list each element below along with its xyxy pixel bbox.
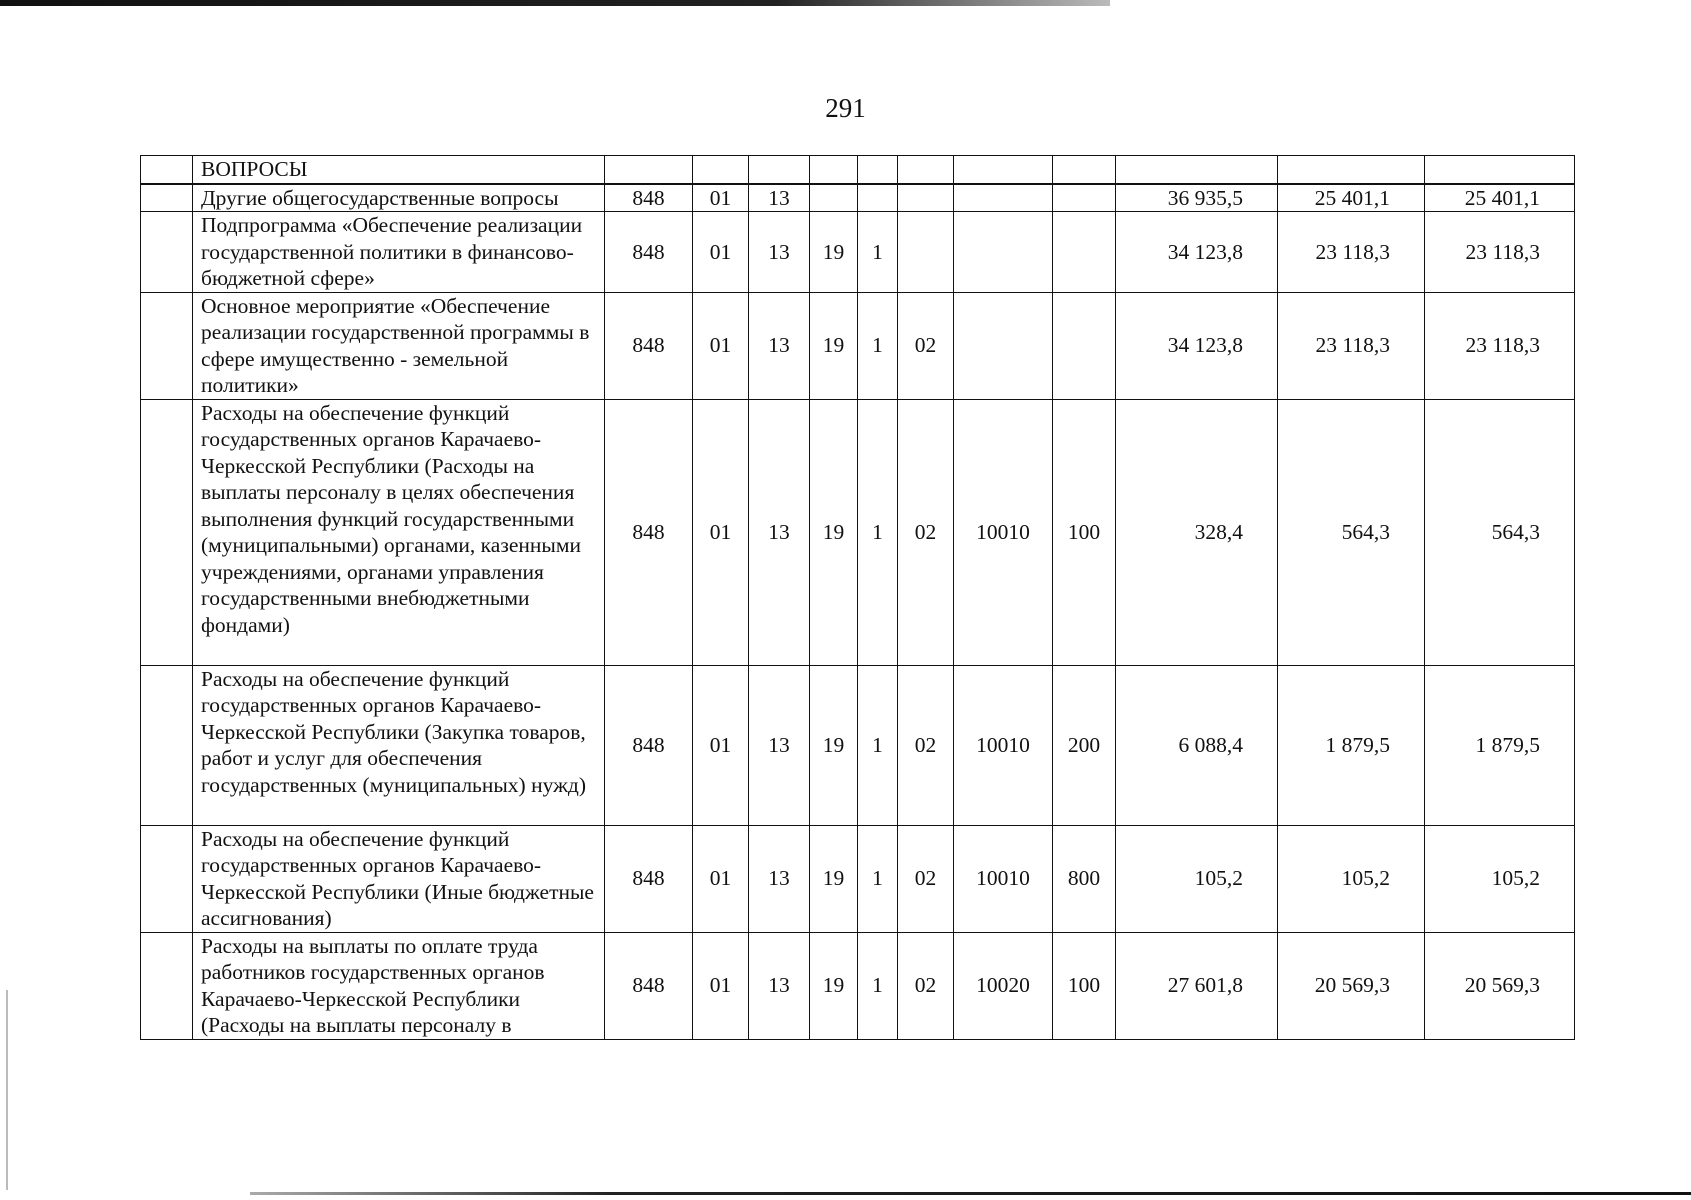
code-cell: 02 bbox=[898, 932, 954, 1039]
amount-cell: 564,3 bbox=[1278, 399, 1425, 665]
amount-cell: 23 118,3 bbox=[1425, 292, 1575, 399]
row-number-cell bbox=[141, 665, 193, 825]
code-cell: 848 bbox=[605, 932, 693, 1039]
item-name-cell: ВОПРОСЫ bbox=[193, 156, 605, 184]
amount-cell bbox=[1116, 156, 1278, 184]
item-name-cell: Другие общегосударственные вопросы bbox=[193, 184, 605, 212]
code-cell: 848 bbox=[605, 665, 693, 825]
item-name-cell: Основное мероприятие «Обеспечение реализации государственной программы в сфере имущественно - земельной политики» bbox=[193, 292, 605, 399]
table-row bbox=[141, 292, 1575, 399]
table-row bbox=[141, 212, 1575, 293]
amount-cell bbox=[1425, 156, 1575, 184]
code-cell: 1 bbox=[858, 825, 898, 932]
code-cell: 10010 bbox=[954, 399, 1053, 665]
table-row bbox=[141, 665, 1575, 825]
code-cell: 10010 bbox=[954, 665, 1053, 825]
code-cell: 19 bbox=[810, 825, 858, 932]
code-cell: 01 bbox=[693, 184, 749, 212]
code-cell: 02 bbox=[898, 825, 954, 932]
amount-cell: 564,3 bbox=[1425, 399, 1575, 665]
code-cell bbox=[810, 184, 858, 212]
code-cell: 848 bbox=[605, 399, 693, 665]
amount-cell: 23 118,3 bbox=[1278, 292, 1425, 399]
code-cell: 19 bbox=[810, 292, 858, 399]
row-number-cell bbox=[141, 184, 193, 212]
amount-cell: 20 569,3 bbox=[1278, 932, 1425, 1039]
code-cell: 1 bbox=[858, 665, 898, 825]
code-cell: 13 bbox=[749, 292, 810, 399]
scan-edge-top bbox=[0, 0, 1110, 6]
code-cell: 1 bbox=[858, 292, 898, 399]
code-cell: 13 bbox=[749, 184, 810, 212]
row-number-cell bbox=[141, 156, 193, 184]
code-cell: 848 bbox=[605, 292, 693, 399]
code-cell: 13 bbox=[749, 665, 810, 825]
code-cell: 01 bbox=[693, 399, 749, 665]
code-cell: 01 bbox=[693, 665, 749, 825]
code-cell: 10020 bbox=[954, 932, 1053, 1039]
code-cell: 848 bbox=[605, 184, 693, 212]
amount-cell: 20 569,3 bbox=[1425, 932, 1575, 1039]
code-cell: 10010 bbox=[954, 825, 1053, 932]
code-cell bbox=[954, 156, 1053, 184]
table-row bbox=[141, 184, 1575, 212]
item-name-cell: Подпрограмма «Обеспечение реализации государственной политики в финансово-бюджетной сфере» bbox=[193, 212, 605, 293]
code-cell bbox=[1053, 292, 1116, 399]
code-cell bbox=[693, 156, 749, 184]
code-cell: 01 bbox=[693, 932, 749, 1039]
code-cell bbox=[858, 156, 898, 184]
amount-cell: 34 123,8 bbox=[1116, 212, 1278, 293]
code-cell: 01 bbox=[693, 825, 749, 932]
code-cell: 19 bbox=[810, 932, 858, 1039]
code-cell bbox=[954, 292, 1053, 399]
code-cell bbox=[749, 156, 810, 184]
code-cell: 13 bbox=[749, 399, 810, 665]
scan-edge-left bbox=[6, 990, 8, 1190]
code-cell: 800 bbox=[1053, 825, 1116, 932]
amount-cell: 328,4 bbox=[1116, 399, 1278, 665]
code-cell bbox=[1053, 156, 1116, 184]
amount-cell: 23 118,3 bbox=[1278, 212, 1425, 293]
amount-cell: 105,2 bbox=[1425, 825, 1575, 932]
code-cell: 13 bbox=[749, 212, 810, 293]
table-row bbox=[141, 825, 1575, 932]
code-cell: 1 bbox=[858, 212, 898, 293]
amount-cell: 105,2 bbox=[1116, 825, 1278, 932]
code-cell bbox=[1053, 184, 1116, 212]
code-cell bbox=[1053, 212, 1116, 293]
code-cell: 19 bbox=[810, 399, 858, 665]
item-name-cell: Расходы на выплаты по оплате труда работников государственных органов Карачаево-Черкесской Республики (Расходы на выплаты персоналу в bbox=[193, 932, 605, 1039]
table-row bbox=[141, 932, 1575, 1039]
item-name-cell: Расходы на обеспечение функций государственных органов Карачаево-Черкесской Республики (Иные бюджетные ассигнования) bbox=[193, 825, 605, 932]
code-cell: 848 bbox=[605, 825, 693, 932]
budget-table bbox=[140, 155, 1575, 1040]
code-cell bbox=[898, 184, 954, 212]
code-cell bbox=[898, 212, 954, 293]
amount-cell: 6 088,4 bbox=[1116, 665, 1278, 825]
amount-cell: 23 118,3 bbox=[1425, 212, 1575, 293]
table-row bbox=[141, 399, 1575, 665]
code-cell bbox=[954, 184, 1053, 212]
table-row bbox=[141, 156, 1575, 184]
row-number-cell bbox=[141, 399, 193, 665]
row-number-cell bbox=[141, 932, 193, 1039]
page-number: 291 bbox=[825, 93, 866, 123]
code-cell: 02 bbox=[898, 399, 954, 665]
code-cell: 100 bbox=[1053, 399, 1116, 665]
item-name-cell: Расходы на обеспечение функций государственных органов Карачаево-Черкесской Республики (Закупка товаров, работ и услуг для обеспечения государственных (муниципальных) нужд) bbox=[193, 665, 605, 825]
code-cell bbox=[898, 156, 954, 184]
code-cell bbox=[954, 212, 1053, 293]
code-cell: 01 bbox=[693, 212, 749, 293]
amount-cell: 1 879,5 bbox=[1425, 665, 1575, 825]
amount-cell bbox=[1278, 156, 1425, 184]
amount-cell: 25 401,1 bbox=[1425, 184, 1575, 212]
row-number-cell bbox=[141, 825, 193, 932]
code-cell: 02 bbox=[898, 665, 954, 825]
amount-cell: 34 123,8 bbox=[1116, 292, 1278, 399]
scan-edge-bottom bbox=[250, 1192, 1691, 1195]
code-cell bbox=[605, 156, 693, 184]
code-cell: 13 bbox=[749, 825, 810, 932]
code-cell: 1 bbox=[858, 932, 898, 1039]
code-cell bbox=[810, 156, 858, 184]
amount-cell: 1 879,5 bbox=[1278, 665, 1425, 825]
code-cell: 1 bbox=[858, 399, 898, 665]
row-number-cell bbox=[141, 212, 193, 293]
code-cell: 02 bbox=[898, 292, 954, 399]
item-name-cell: Расходы на обеспечение функций государственных органов Карачаево-Черкесской Республики (Расходы на выплаты персоналу в целях обеспечения выполнения функций государственными (муниципальными) органами, казенными учреждениями, органами управления государственными внебюджетными фондами) bbox=[193, 399, 605, 665]
amount-cell: 105,2 bbox=[1278, 825, 1425, 932]
code-cell: 01 bbox=[693, 292, 749, 399]
row-number-cell bbox=[141, 292, 193, 399]
code-cell: 19 bbox=[810, 212, 858, 293]
code-cell: 19 bbox=[810, 665, 858, 825]
amount-cell: 27 601,8 bbox=[1116, 932, 1278, 1039]
amount-cell: 25 401,1 bbox=[1278, 184, 1425, 212]
code-cell: 13 bbox=[749, 932, 810, 1039]
code-cell: 200 bbox=[1053, 665, 1116, 825]
code-cell bbox=[858, 184, 898, 212]
code-cell: 848 bbox=[605, 212, 693, 293]
amount-cell: 36 935,5 bbox=[1116, 184, 1278, 212]
code-cell: 100 bbox=[1053, 932, 1116, 1039]
